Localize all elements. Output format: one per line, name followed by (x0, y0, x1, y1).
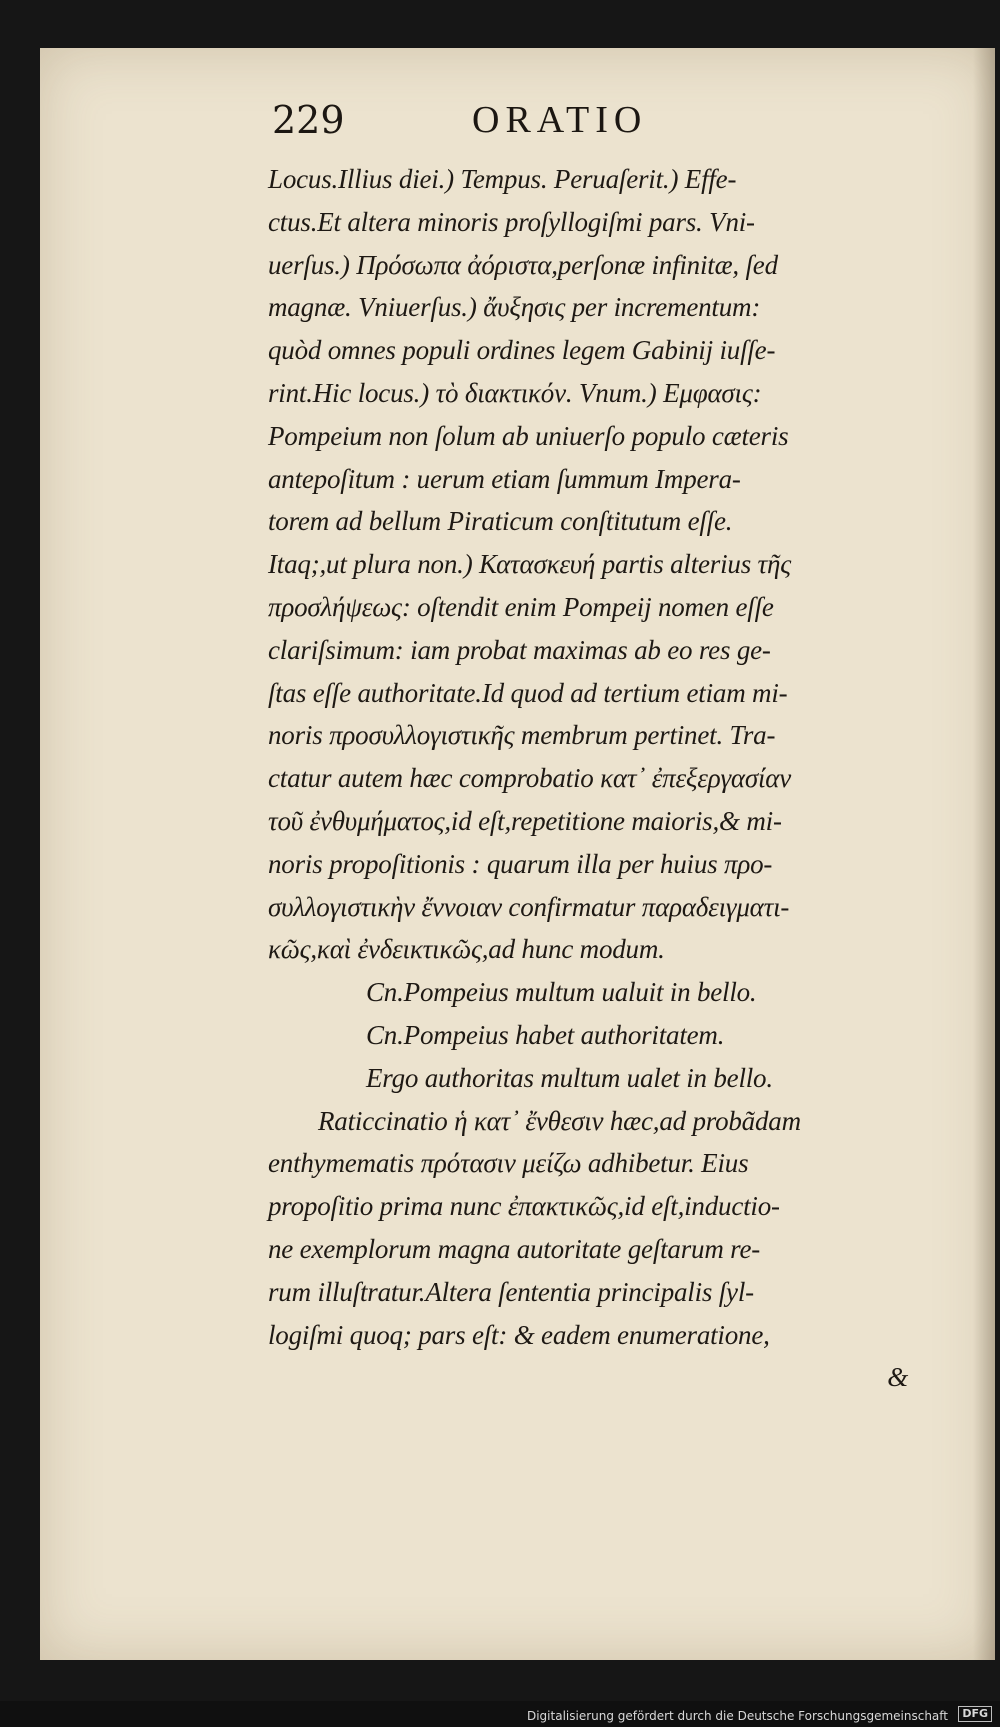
text-line: συλλογιστικὴν ἔννοιαν confirmatur παραδειγματι- (268, 891, 790, 922)
text-line: propoſitio prima nunc ἐπακτικῶς,id eſt,inductio- (268, 1191, 780, 1222)
running-title: ORATIO (472, 99, 648, 141)
syllogism-line: Cn.Pompeius habet authoritatem. (366, 1019, 725, 1050)
text-line: noris propoſitionis : quarum illa per huius προ- (268, 848, 773, 879)
text-line: Locus.Illius diei.) Tempus. Peruaſerit.) Effe- (268, 164, 737, 194)
text-line: clariſsimum: iam probat maximas ab eo res ge- (268, 634, 771, 665)
text-line: logiſmi quoq; pars eſt: & eadem enumeratione, (268, 1319, 770, 1350)
text-line: ſtas eſſe authoritate.Id quod ad tertium etiam mi- (268, 677, 788, 708)
running-head (272, 98, 912, 158)
page-number: 229 (272, 98, 345, 142)
footer-strip (0, 1701, 1000, 1727)
text-line: magnæ. Vniuerſus.) ἄυξησις per incrementum: (268, 292, 761, 323)
text-line: noris προσυλλογιστικῆς membrum pertinet. Tra- (268, 720, 776, 751)
dfg-logo: DFG (958, 1706, 992, 1722)
text-line: Pompeium non ſolum ab uniuerſo populo cæteris (268, 420, 789, 451)
text-line: torem ad bellum Piraticum conſtitutum eſſe. (268, 506, 733, 537)
text-line: ne exemplorum magna autoritate geſtarum re- (268, 1233, 761, 1264)
catchword: & (887, 1362, 908, 1393)
text-line: ctus.Et altera minoris proſyllogiſmi pars. Vni- (268, 206, 755, 237)
text-line: ctatur autem hæc comprobatio κατ᾽ ἐπεξεργασίαν (268, 763, 792, 794)
text-line: Itaq;,ut plura non.) Κατασκευή partis alterius τῆς (268, 549, 791, 580)
text-line: rum illuſtratur.Altera ſententia principalis ſyl- (268, 1276, 754, 1307)
text-line: antepoſitum : uerum etiam ſummum Impera- (268, 463, 741, 494)
digitization-credit: Digitalisierung gefördert durch die Deutsche Forschungsgemeinschaft (526, 1709, 948, 1723)
text-line: rint.Hic locus.) τὸ διακτικόν. Vnum.) Εμφασις: (268, 377, 762, 408)
body-text (268, 158, 928, 1399)
syllogism-line: Cn.Pompeius multum ualuit in bello. (366, 977, 757, 1008)
text-line: τοῦ ἐνθυμήματος,id eſt,repetitione maioris,& mi- (268, 805, 782, 836)
text-line: enthymematis πρότασιν μείζω adhibetur. Eius (268, 1148, 749, 1179)
text-line: προσλήψεως: oſtendit enim Pompeij nomen eſſe (268, 591, 774, 622)
text-line: uerſus.) Πρόσωπα ἀόριστα,perſonæ infinitæ, ſed (268, 249, 778, 280)
page-edge-shadow (973, 48, 995, 1660)
text-line: Raticcinatio ἡ κατ᾽ ἔνθεσιν hæc,ad probãdam (318, 1105, 801, 1136)
text-line: quòd omnes populi ordines legem Gabinij iuſſe- (268, 335, 776, 366)
text-line: κῶς,καὶ ἐνδεικτικῶς,ad hunc modum. (268, 934, 665, 965)
syllogism-line: Ergo authoritas multum ualet in bello. (366, 1062, 773, 1093)
